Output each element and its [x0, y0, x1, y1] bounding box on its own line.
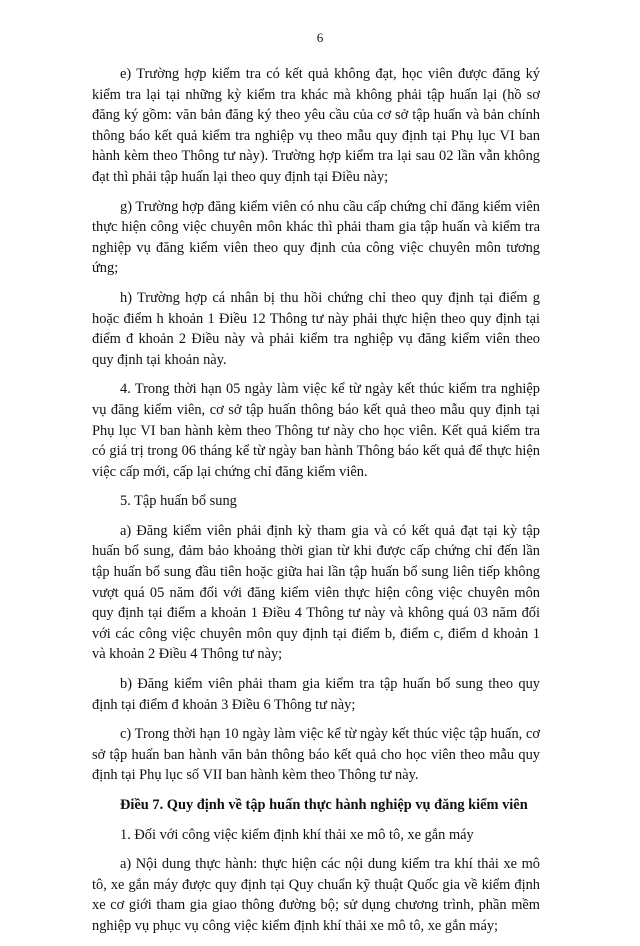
document-body	[92, 64, 540, 946]
paragraph-article-7-clause-1: 1. Đối với công việc kiểm định khí thải xe mô tô, xe gắn máy	[120, 826, 474, 843]
paragraph-clause-5: 5. Tập huấn bổ sung	[120, 493, 237, 510]
paragraph-item-h: h) Trường hợp cá nhân bị thu hồi chứng chỉ theo quy định tại điểm g hoặc điểm h khoản 1 Điều 12 Thông tư này phải thực hiện theo quy định tại điểm đ khoản 2 Điều này và phải kiểm tra nghiệp vụ đăng kiểm viên theo quy định tại khoản này.	[92, 289, 540, 368]
paragraph-article-7-clause-1-a: a) Nội dung thực hành: thực hiện các nội dung kiểm tra khí thải xe mô tô, xe gắn máy được quy định tại Quy chuẩn kỹ thuật Quốc gia về kiểm định xe cơ giới tham gia giao thông đường bộ; sử dụng chương trình, phần mềm nghiệp vụ phục vụ công việc kiểm định khí thải xe mô tô, xe gắn máy;	[92, 856, 540, 934]
paragraph-clause-5-a: a) Đăng kiểm viên phải định kỳ tham gia và có kết quả đạt tại kỳ tập huấn bổ sung, đảm bảo khoảng thời gian từ khi được cấp chứng chỉ đến lần tập huấn bổ sung đầu tiên hoặc giữa hai lần tập huấn bổ sung liên tiếp không vượt quá 05 năm đối với đăng kiểm viên thực hiện công việc chuyên môn quy định tại điểm a khoản 1 Điều 4 Thông tư này và không quá 03 năm đối với các công việc chuyên môn quy định tại điểm b, điểm c, điểm d khoản 1 và khoản 2 Điều 4 Thông tư này;	[92, 522, 540, 663]
paragraph-clause-4: 4. Trong thời hạn 05 ngày làm việc kể từ ngày kết thúc kiểm tra nghiệp vụ đăng kiểm viên, cơ sở tập huấn thông báo kết quả theo mẫu quy định tại Phụ lục VI ban hành kèm theo Thông tư này cho học viên. Kết quả kiểm tra có giá trị trong 06 tháng kể từ ngày ban hành Thông báo kết quả để thực hiện việc cấp mới, cấp lại chứng chỉ đăng kiểm viên.	[92, 381, 540, 480]
article-7-heading: Điều 7. Quy định về tập huấn thực hành nghiệp vụ đăng kiểm viên	[120, 797, 528, 813]
paragraph-clause-5-c: c) Trong thời hạn 10 ngày làm việc kể từ ngày kết thúc việc tập huấn, cơ sở tập huấn ban hành văn bản thông báo kết quả cho học viên theo mẫu quy định tại Phụ lục số VII ban hành kèm theo Thông tư này.	[92, 726, 540, 784]
paragraph-item-g: g) Trường hợp đăng kiểm viên có nhu cầu cấp chứng chỉ đăng kiểm viên thực hiện công việc chuyên môn khác thì phải tham gia tập huấn và kiểm tra nghiệp vụ đăng kiểm viên theo quy định của công việc chuyên môn tương ứng;	[92, 198, 540, 277]
paragraph-item-e: e) Trường hợp kiểm tra có kết quả không đạt, học viên được đăng ký kiểm tra lại tại những kỳ kiểm tra khác mà không phải tập huấn lại (hồ sơ đăng ký gồm: văn bản đăng ký theo yêu cầu của cơ sở tập huấn và bản chính thông báo kết quả kiểm tra nghiệp vụ theo mẫu quy định tại Phụ lục VI ban hành kèm theo Thông tư này). Trường hợp kiểm tra lại sau 02 lần vẫn không đạt thì phải tập huấn lại theo quy định tại Điều này;	[92, 66, 540, 185]
paragraph-clause-5-b: b) Đăng kiểm viên phải tham gia kiểm tra tập huấn bổ sung theo quy định tại điểm đ khoản 3 Điều 6 Thông tư này;	[92, 676, 540, 713]
page-number: 6	[316, 30, 324, 45]
